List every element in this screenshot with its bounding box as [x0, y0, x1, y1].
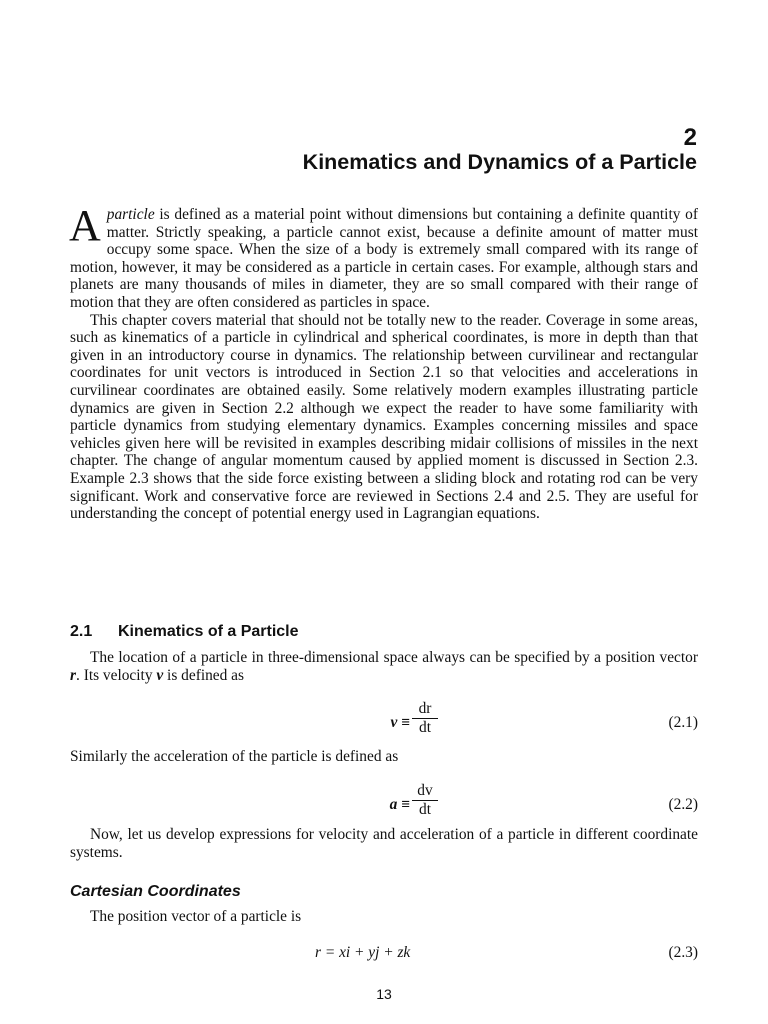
- subsection-paragraph-1: The position vector of a particle is: [90, 908, 302, 925]
- equation-2-3: [70, 944, 698, 964]
- fraction-denominator: dt: [419, 719, 431, 736]
- equation-number: (2.1): [668, 714, 698, 731]
- intro-italic-word: particle: [106, 206, 155, 223]
- fraction-numerator: dr: [412, 700, 438, 719]
- page-number: 13: [376, 986, 392, 1002]
- subsection-heading: Cartesian Coordinates: [70, 883, 241, 900]
- section-paragraph-3: Now, let us develop expressions for velocity and acceleration of a particle in different coordinate systems.: [70, 826, 698, 861]
- fraction-numerator: dv: [412, 782, 438, 801]
- section-paragraph-1: [70, 649, 698, 684]
- section-text-b: . Its velocity: [76, 666, 157, 684]
- drop-cap: A: [69, 201, 101, 250]
- equation-fraction: [412, 782, 438, 819]
- equation-2-2: [70, 782, 698, 826]
- vector-r: r: [70, 666, 76, 684]
- intro-paragraph-2: This chapter covers material that should not be totally new to the reader. Coverage in some areas, such as kinematics of a particle in cylindrical and spherical coordinates, is more in depth than that given in an introductory course in dynamics. The relationship between curvilinear and rectangular coordinates for unit vectors is introduced in Section 2.1 so that velocities and accelerations in curvilinear coordinates are obtained easily. Some relatively modern examples illustrating particle dynamics are given in Section 2.2 although we expect the reader to have some familiarity with particle dynamics from studying elementary dynamics. Examples concerning missiles and space vehicles given here will be revisited in examples describing midair collisions of missiles in the next chapter. The change of angular momentum caused by applied moment is discussed in Section 2.3. Example 2.3 shows that the side force existing between a sliding block and rotating rod can be very significant. Work and conservative force are reviewed in Sections 2.4 and 2.5. They are useful for understanding the concept of potential energy used in Lagrangian equations.: [70, 311, 698, 523]
- section-title: Kinematics of a Particle: [118, 623, 299, 640]
- equation-number: (2.3): [668, 944, 698, 961]
- section-text-c: is defined as: [163, 666, 244, 684]
- equation-2-1: [70, 700, 698, 744]
- equation-lhs: a ≡: [389, 796, 410, 813]
- equation-number: (2.2): [668, 796, 698, 813]
- equation-fraction: [412, 700, 438, 737]
- section-heading: [70, 622, 299, 642]
- fraction-denominator: dt: [419, 801, 431, 818]
- section-number: 2.1: [70, 623, 93, 640]
- chapter-number: 2: [683, 124, 697, 151]
- section-paragraph-2: Similarly the acceleration of the particle is defined as: [70, 748, 399, 765]
- section-text-a: The location of a particle in three-dimensional space always can be specified by a position vector: [90, 649, 698, 666]
- intro-paragraph-1: [69, 201, 698, 312]
- equation-lhs: v ≡: [390, 714, 410, 731]
- intro-paragraph-1-text: is defined as a material point without dimensions but containing a definite quantity of matter. Strictly speaking, a particle cannot exist, because a definite amount of matter must occupy some space. When the size of a body is extremely small compared with its range of motion, however, it may be considered as a particle in certain cases. For example, although stars and planets are many thousands of miles in diameter, they are so small compared with their range of motion that they are often considered as particles in space.: [70, 206, 698, 311]
- vector-v: v: [156, 666, 164, 684]
- intro-text: [69, 201, 698, 523]
- equation-expression: r = xi + yj + zk: [315, 944, 411, 961]
- chapter-title: Kinematics and Dynamics of a Particle: [302, 150, 697, 174]
